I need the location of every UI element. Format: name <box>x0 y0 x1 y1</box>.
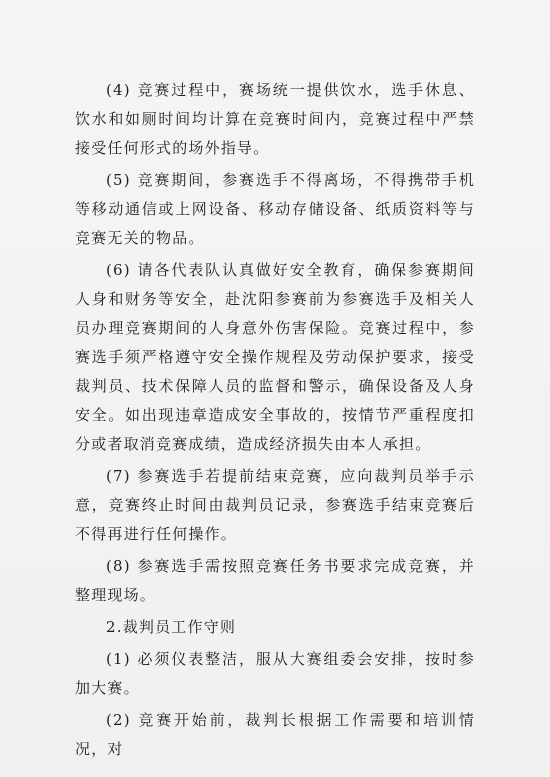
paragraph-6: (6) 请各代表队认真做好安全教育，确保参赛期间人身和财务等安全，赴沈阳参赛前为参赛选手及相关人员办理竞赛期间的人身意外伤害保险。竞赛过程中，参赛选手须严格遵守安全操作规程及劳动保护要求，接受裁判员、技术保障人员的监督和警示，确保设备及人身安全。如出现违章造成安全事故的，按情节严重程度扣分或者取消竞赛成绩，造成经济损失由本人承担。 <box>75 261 475 453</box>
document-body <box>75 76 475 767</box>
section-paragraph-1: (1) 必须仪表整洁，服从大赛组委会安排，按时参加大赛。 <box>75 650 475 697</box>
paragraph-5: (5) 竞赛期间，参赛选手不得离场，不得携带手机等移动通信或上网设备、移动存储设备、纸质资料等与竞赛无关的物品。 <box>75 171 475 247</box>
paragraph-8: (8) 参赛选手需按照竞赛任务书要求完成竞赛，并整理现场。 <box>75 557 475 604</box>
section-heading: 2.裁判员工作守则 <box>106 618 237 636</box>
paragraph-4: (4) 竞赛过程中，赛场统一提供饮水，选手休息、饮水和如厕时间均计算在竞赛时间内，竞赛过程中严禁接受任何形式的场外指导。 <box>75 81 475 157</box>
paragraph-7: (7) 参赛选手若提前结束竞赛，应向裁判员举手示意，竞赛终止时间由裁判员记录，参赛选手结束竞赛后不得再进行任何操作。 <box>75 467 475 543</box>
section-paragraph-2: (2) 竞赛开始前，裁判长根据工作需要和培训情况，对 <box>75 711 475 758</box>
